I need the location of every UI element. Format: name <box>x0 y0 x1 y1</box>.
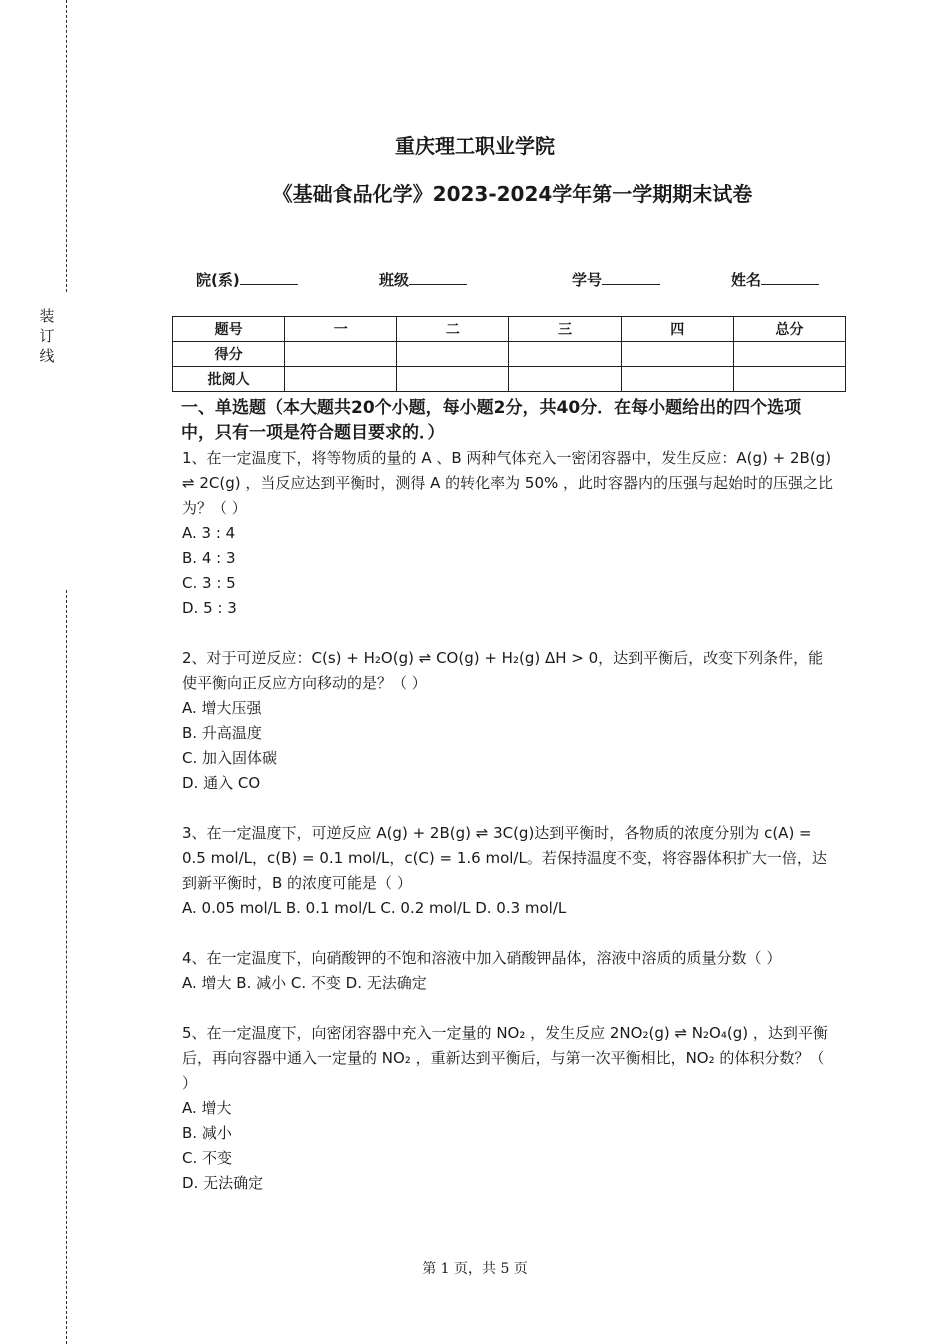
score-cell[interactable] <box>509 342 621 367</box>
question-5 <box>182 1021 834 1196</box>
options-line: A. 0.05 mol/L B. 0.1 mol/L C. 0.2 mol/L D. 0.3 mol/L <box>182 899 567 917</box>
questions-list <box>182 446 834 1196</box>
table-row <box>173 367 846 392</box>
question-stem: 4、在一定温度下，向硝酸钾的不饱和溶液中加入硝酸钾晶体，溶液中溶质的质量分数（ ） <box>182 949 782 967</box>
page-footer: 第 1 页，共 5 页 <box>422 1261 528 1277</box>
column-header: 总分 <box>733 317 845 342</box>
question-stem: 3、在一定温度下，可逆反应 A(g) + 2B(g) ⇌ 3C(g)达到平衡时，各物质的浓度分别为 c(A) = 0.5 mol/L，c(B) = 0.1 mol/L，c(C) = 1.6 mol/L。若保持温度不变，将容器体积扩大一倍，达到新平衡时，B 的浓度可能是（ ） <box>182 824 827 892</box>
question-stem: 5、在一定温度下，向密闭容器中充入一定量的 NO₂ ，发生反应 2NO₂(g) ⇌ N₂O₄(g) ，达到平衡后，再向容器中通入一定量的 NO₂ ，重新达到平衡后，与第一次平衡相比，NO₂ 的体积分数？（ ） <box>182 1024 828 1092</box>
binding-dashed-line-bottom <box>66 590 67 1344</box>
class-label: 班级 <box>379 271 410 289</box>
option: D. 5 : 3 <box>182 599 237 617</box>
grader-cell[interactable] <box>397 367 509 392</box>
score-cell[interactable] <box>621 342 733 367</box>
binding-char: 线 <box>39 347 55 365</box>
table-row <box>173 342 846 367</box>
school-name: 重庆理工职业学院 <box>395 134 555 158</box>
row-header: 题号 <box>173 317 285 342</box>
option: C. 3 : 5 <box>182 574 236 592</box>
option: C. 加入固体碳 <box>182 749 278 767</box>
dept-label: 院(系) <box>196 271 240 289</box>
section-heading: 一、单选题（本大题共20个小题，每小题2分，共40分．在每小题给出的四个选项中，只有一项是符合题目要求的．） <box>181 398 802 443</box>
option: A. 增大压强 <box>182 699 262 717</box>
column-header: 三 <box>509 317 621 342</box>
dept-field <box>196 269 298 290</box>
grader-cell[interactable] <box>733 367 845 392</box>
option: A. 3 : 4 <box>182 524 236 542</box>
grader-cell[interactable] <box>621 367 733 392</box>
binding-line-label <box>38 306 56 366</box>
column-header: 二 <box>397 317 509 342</box>
row-header: 批阅人 <box>173 367 285 392</box>
student-id-blank[interactable] <box>602 270 660 285</box>
class-field <box>379 269 467 290</box>
question-1 <box>182 446 834 621</box>
binding-char: 装 <box>39 307 55 325</box>
grader-cell[interactable] <box>509 367 621 392</box>
name-blank[interactable] <box>761 270 819 285</box>
score-cell[interactable] <box>397 342 509 367</box>
option: B. 减小 <box>182 1124 232 1142</box>
class-blank[interactable] <box>409 270 467 285</box>
grader-cell[interactable] <box>285 367 397 392</box>
question-stem: 1、在一定温度下，将等物质的量的 A 、B 两种气体充入一密闭容器中，发生反应：A(g) + 2B(g) ⇌ 2C(g) ，当反应达到平衡时，测得 A 的转化率为 50% ，此时容器内的压强与起始时的压强之比为？（ ） <box>182 449 834 517</box>
question-2 <box>182 646 834 796</box>
option: D. 无法确定 <box>182 1174 264 1192</box>
option: A. 增大 <box>182 1099 232 1117</box>
option: B. 4 : 3 <box>182 549 236 567</box>
option: C. 不变 <box>182 1149 233 1167</box>
score-cell[interactable] <box>733 342 845 367</box>
score-table <box>172 316 846 392</box>
question-4 <box>182 946 834 996</box>
column-header: 一 <box>285 317 397 342</box>
student-id-label: 学号 <box>572 271 603 289</box>
question-stem: 2、对于可逆反应：C(s) + H₂O(g) ⇌ CO(g) + H₂(g) ΔH > 0，达到平衡后，改变下列条件，能使平衡向正反应方向移动的是？（ ） <box>182 649 824 692</box>
name-label: 姓名 <box>731 271 762 289</box>
table-row <box>173 317 846 342</box>
option: D. 通入 CO <box>182 774 261 792</box>
score-cell[interactable] <box>285 342 397 367</box>
options-line: A. 增大 B. 减小 C. 不变 D. 无法确定 <box>182 974 427 992</box>
student-id-field <box>572 269 660 290</box>
exam-title: 《基础食品化学》2023-2024学年第一学期期末试卷 <box>272 182 753 206</box>
row-header: 得分 <box>173 342 285 367</box>
option: B. 升高温度 <box>182 724 262 742</box>
question-3 <box>182 821 834 921</box>
column-header: 四 <box>621 317 733 342</box>
name-field <box>731 269 819 290</box>
dept-blank[interactable] <box>240 270 298 285</box>
binding-char: 订 <box>39 327 55 345</box>
